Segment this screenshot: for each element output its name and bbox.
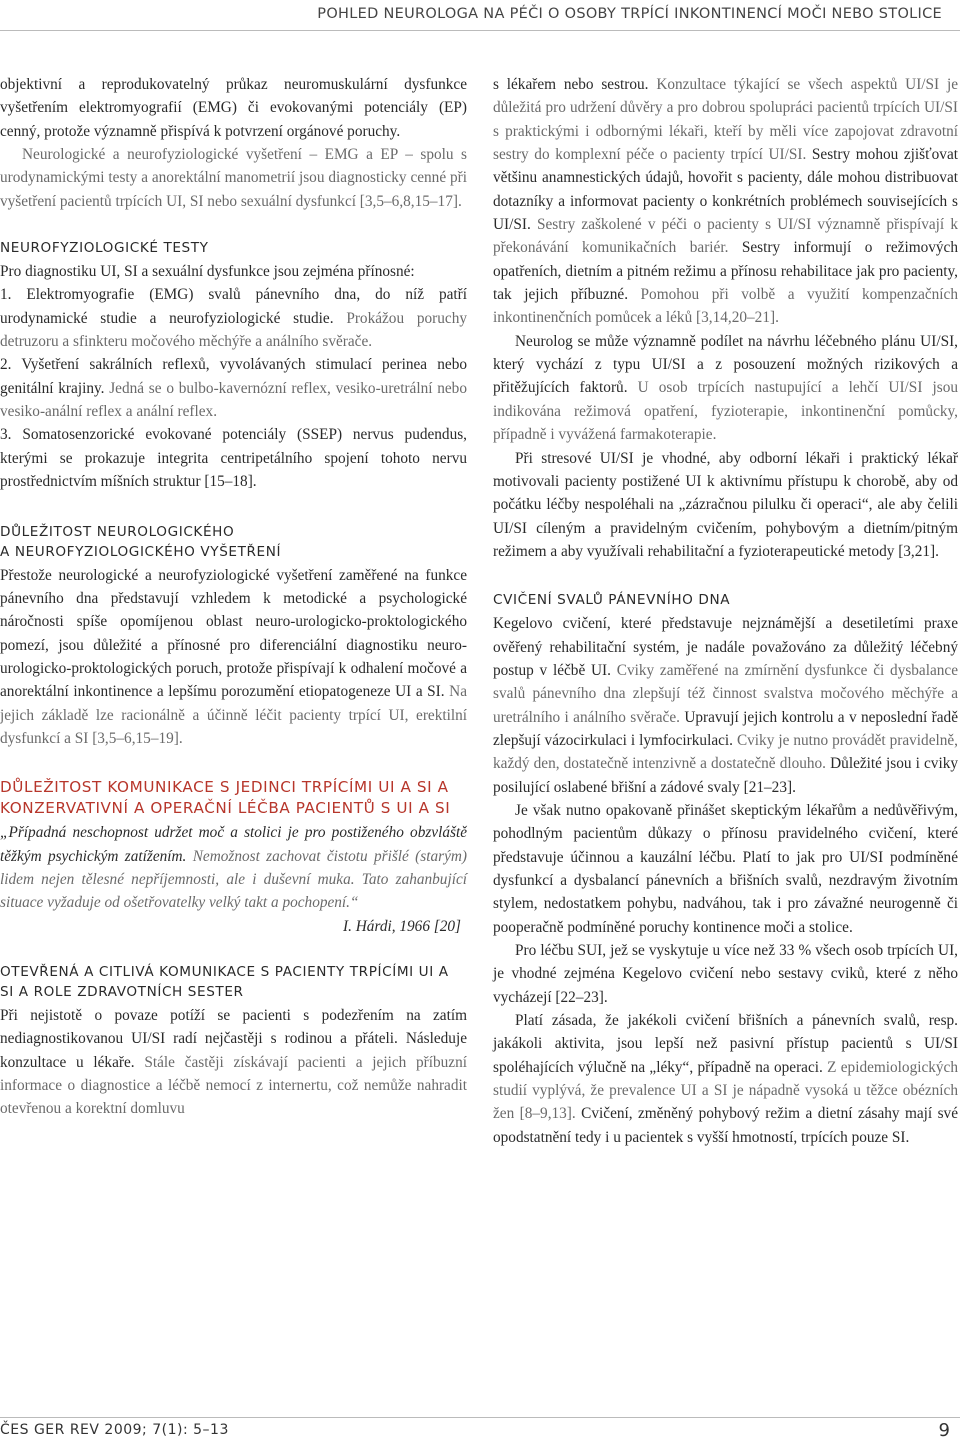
section-heading-dulezitost-neurofyziologickeho: A NEUROFYZIOLOGICKÉHO VYŠETŘENÍ — [0, 543, 282, 560]
paragraph: Neurologické a neurofyziologické vyšetření – EMG a EP – spolu s urodynamickými testy a anorektální manometrií jsou diagnosticky cenné při vyšetření pacientů trpících UI, SI nebo sexuální dysfunkcí [3,5–6,8,15–17]. — [0, 146, 467, 210]
page-number: 9 — [938, 1420, 950, 1441]
right-column — [493, 73, 958, 1149]
footer-divider — [0, 1417, 960, 1418]
paragraph: Platí zásada, že jakékoli cvičení břišních a pánevních svalů, resp. jakákoli aktivita, jsou lepší než pasivní přístup pacientů s UI/SI spoléhajících výlučně na „léky“, případně na operaci. Z epidemiologických studií vyplývá, že prevalence UI a SI je nápadně vysoká u těžce obézních žen [8–9,13]. Cvičení, změněný pohybový režim a dietní zásahy mají své opodstatnění tedy i u pacientek s vyšší hmotností, trpících pouze SI. — [493, 1012, 958, 1146]
paragraph: Při nejistotě o povaze potíží se pacienti s podezřením na zatím nediagnostikovanou UI/SI radí nejčastěji s rodinou a přáteli. Následuje konzultace u lékaře. Stále častěji získávají pacienti a jejich příbuzní informace o diagnostice a léčbě nemocí z internertu, což nemůže nahradit otevřenou a korektní domluvu — [0, 1006, 467, 1118]
left-column — [0, 73, 467, 1121]
section-heading-dulezitost-neurologickeho: DŮLEŽITOST NEUROLOGICKÉHO — [0, 523, 235, 540]
paragraph: objektivní a reprodukovatelný průkaz neuromuskulární dysfunkce vyšetřením elektromyografií (EMG) či evokovanými potenciály (EP) cenný, protože významně přispívá k potvrzení orgánové poruchy. — [0, 76, 467, 140]
section-heading-neurofyziologicke-testy: NEUROFYZIOLOGICKÉ TESTY — [0, 240, 209, 257]
section-heading-cviceni-svalu: CVIČENÍ SVALŮ PÁNEVNÍHO DNA — [493, 592, 731, 609]
list-item: 2. Vyšetření sakrálních reflexů, vyvolávaných stimulací perinea nebo genitální krajiny. Jedná se o bulbo-kavernózní reflex, vesiko-uretrální nebo vesiko-anální reflex a anální reflex. — [0, 356, 467, 421]
section-heading-dulezitost-komunikace: DŮLEŽITOST KOMUNIKACE S JEDINCI TRPÍCÍMI UI A SI A KONZERVATIVNÍ A OPERAČNÍ LÉČBA PACIENTŮ S UI A SI — [0, 778, 451, 818]
quote-text: „Případná neschopnost udržet moč a stolici je pro postiženého obzvláště těžkým psychickým zatížením. Nemožnost zachovat čistotu přišlé (starým) lidem nejen tělesné nepříjemnosti, ale i duševní muka. Tato zahanbující situace vyžaduje od ošetřovatelky velký takt a pochopení.“ — [0, 824, 468, 912]
journal-citation: ČES GER REV 2009; 7(1): 5–13 — [0, 1422, 229, 1438]
paragraph: Kegelovo cvičení, které představuje nejznámější a desetiletími praxe ověřený rehabilitační systém, je nadále považováno za důležitý léčebný postup v léčbě UI. Cviky zaměřené na zmírnění dysfunkce či dysbalance svalů pánevního dna zlepšují též činnost svalstva močového měchýře a uretrálního i análního svěrače. Upravují jejich kontrolu a v neposlední řadě zlepšují vázocirkulaci i lymfocirkulaci. Cviky je nutno provádět pravidelně, každý den, dostatečně intenzivně a dostatečně dlouho. Důležité jsou i cviky posilující oslabené břišní a zádové svaly [21–23]. — [493, 615, 958, 796]
paragraph: Při stresové UI/SI je vhodné, aby odborní lékaři i praktický lékař motivovali pacienty postižené UI k aktivnímu přístupu k chorobě, aby od počátku léčby nespoléhali na „zázračnou pilulku či operaci“, ale aby čelili UI/SI cíleným a pravidelným cvičením, pohybovým a dietním/pitným režimem a aby využívali rehabilitační a fyzioterapeutické metody [3,21]. — [493, 449, 958, 560]
list-item: 1. Elektromyografie (EMG) svalů pánevního dna, do níž patří urodynamické studie a neurofyziologické studie. Prokážou poruchy detruzoru a sfinkteru močového měchýře a análního svěrače. — [0, 286, 467, 351]
paragraph: Je však nutno opakovaně přinášet skeptickým lékařům a nedůvěřivým, pohodlným pacientům důkazy o přínosu pravidelného cvičení, které představuje účinnou a kauzální léčbu. Platí to jak pro UI/SI podmíněné dysfunkcí a dysbalancí pánevních a břišních svalů, nezdravým životním stylem, nedostatkem pohybu, nadváhou, tak i pro závažné neurogenně či pooperačně podmíněné poruchy kontinence moči a stolice. — [493, 801, 958, 936]
running-head: POHLED NEUROLOGA NA PÉČI O OSOBY TRPÍCÍ INKONTINENCÍ MOČI NEBO STOLICE — [317, 6, 942, 22]
paragraph: Přestože neurologické a neurofyziologické vyšetření zaměřené na funkce pánevního dna představují vzhledem k metodické a psychologické náročnosti spíše opomíjenou oblast neuro-urologicko-proktologického pomezí, jsou důležité a přínosné pro diferenciální diagnostiku neuro-urologicko-proktologických poruch, protože přispívají k odhalení močové a anorektální inkontinence a lepšímu porozumění etiopatogeneze UI a SI. Na jejich základě lze racionálně a účinně léčit pacienty trpící UI, erektilní dysfunkcí a SI [3,5–6,15–19]. — [0, 566, 467, 747]
paragraph: s lékařem nebo sestrou. Konzultace týkající se všech aspektů UI/SI je důležitá pro udržení důvěry a pro dobrou spolupráci pacientů trpících UI/SI s praktickými i odbornými lékaři, kteří by měli více zapojovat zdravotní sestry do komplexní péče o pacienty trpící UI/SI. Sestry mohou zjišťovat většinu anamnestických údajů, hovořit s pacienty, dále mohou distribuovat dotazníky a informovat pacienty o konkrétních problémech souvisejících s UI/SI. Sestry zaškolené v péči o pacienty s UI/SI významně přispívají k překonávání komunikačních bariér. Sestry informují o režimových opatřeních, dietním a pitném režimu a přínosu rehabilitace jak pro pacienty, tak jejich příbuzné. Pomohou při volbě a využití kompenzačních inkontinenčních pomůcek a léků [3,14,20–21]. — [493, 76, 959, 327]
paragraph: Pro léčbu SUI, jež se vyskytuje u více než 33 % všech osob trpících UI, je vhodné zejména Kegelovo cvičení nebo sestavy cviků, které z něho vycházejí [22–23]. — [493, 942, 958, 1006]
quote-attribution: I. Hárdi, 1966 [20] — [343, 917, 461, 935]
list-item: 3. Somatosenzorické evokované potenciály (SSEP) nervus pudendus, kterými se prokazuje integrita centripetálního spojení tohoto nervu prostřednictvím míšních struktur [15–18]. — [0, 426, 467, 491]
paragraph: Neurolog se může významně podílet na návrhu léčebného plánu UI/SI, který vychází z typu UI/SI a z posouzení možných rizikových a přitěžujících faktorů. U osob trpících nastupující a lehčí UI/SI jsou indikována režimová opatření, fyzioterapie, inkontinenční pomůcky, případně i vyvážená farmakoterapie. — [493, 332, 958, 444]
epigraph-quote — [0, 821, 467, 938]
paragraph: Pro diagnostiku UI, SI a sexuální dysfunkce jsou zejména přínosné: — [0, 263, 415, 281]
section-heading-otevrena-komunikace: OTEVŘENÁ A CITLIVÁ KOMUNIKACE S PACIENTY TRPÍCÍMI UI A SI A ROLE ZDRAVOTNÍCH SESTER — [0, 963, 449, 1000]
header-divider — [0, 30, 960, 31]
